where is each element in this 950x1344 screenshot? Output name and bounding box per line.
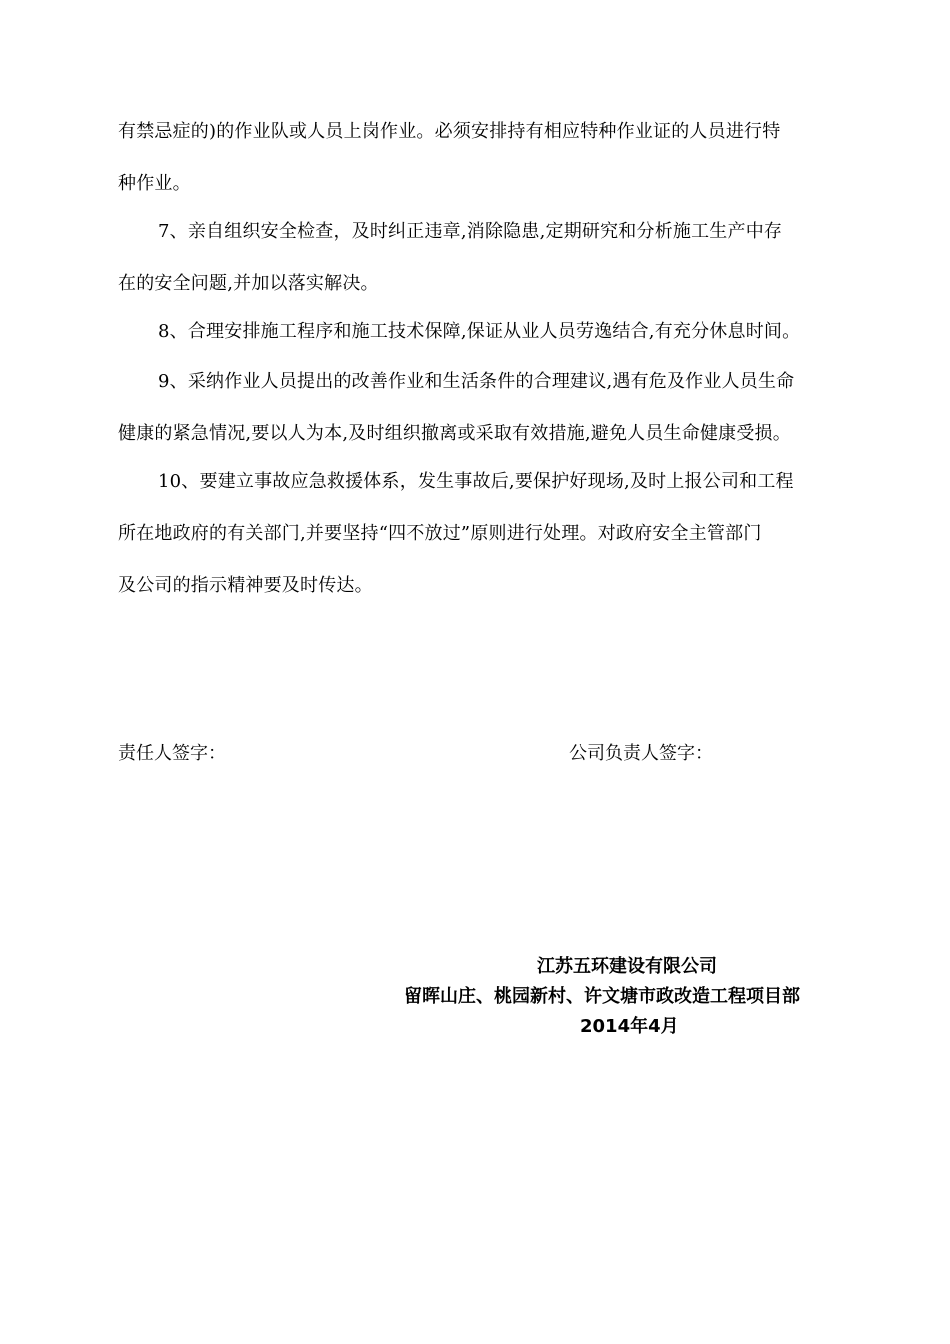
paragraph-line: 10、要建立事故应急救援体系，发生事故后,要保护好现场,及时上报公司和工程 xyxy=(158,471,794,492)
paragraph-line: 9、采纳作业人员提出的改善作业和生活条件的合理建议,遇有危及作业人员生命 xyxy=(158,371,795,392)
company-name: 江苏五环建设有限公司 xyxy=(537,956,717,977)
document-date: 2014年4月 xyxy=(580,1016,679,1037)
paragraph-line: 7、亲自组织安全检查，及时纠正违章,消除隐患,定期研究和分析施工生产中存 xyxy=(158,221,783,242)
company-leader-signature-label: 公司负责人签字： xyxy=(569,743,713,764)
paragraph-line: 在的安全问题,并加以落实解决。 xyxy=(118,273,379,294)
paragraph-line: 8、合理安排施工程序和施工技术保障,保证从业人员劳逸结合,有充分休息时间。 xyxy=(158,321,801,342)
paragraph-line: 有禁忌症的)的作业队或人员上岗作业。必须安排持有相应特种作业证的人员进行特 xyxy=(118,121,781,142)
responsible-person-signature-label: 责任人签字： xyxy=(118,743,226,764)
paragraph-line: 种作业。 xyxy=(118,173,191,194)
paragraph-line: 及公司的指示精神要及时传达。 xyxy=(118,575,373,596)
project-department-name: 留晖山庄、桃园新村、许文塘市政改造工程项目部 xyxy=(404,986,800,1007)
paragraph-line: 所在地政府的有关部门,并要坚持“四不放过”原则进行处理。对政府安全主管部门 xyxy=(118,523,762,544)
paragraph-line: 健康的紧急情况,要以人为本,及时组织撤离或采取有效措施,避免人员生命健康受损。 xyxy=(118,423,791,444)
